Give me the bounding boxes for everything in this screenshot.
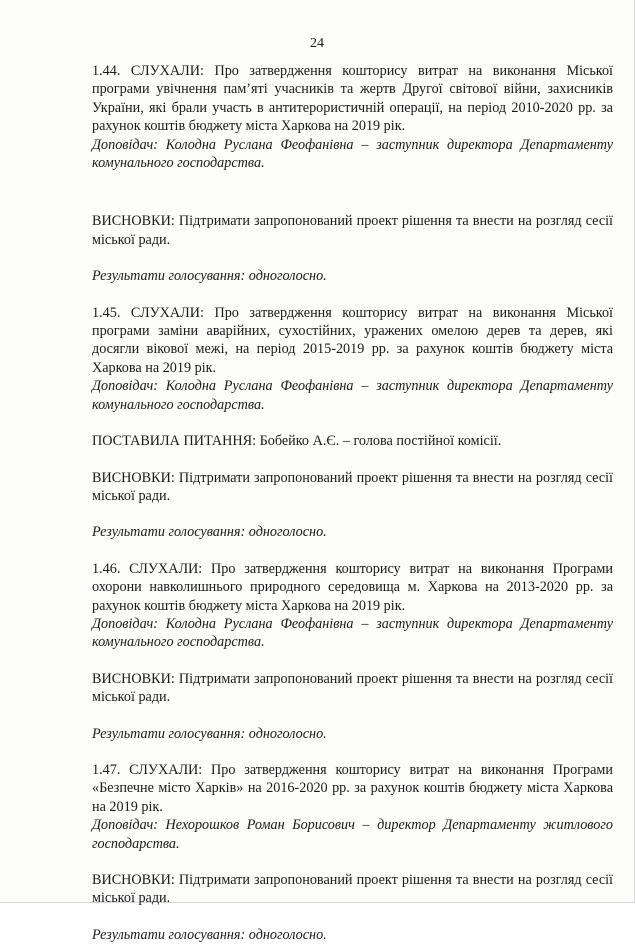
agenda-item-1-45 bbox=[92, 304, 613, 542]
voting-result: Результати голосування: одноголосно. bbox=[92, 926, 327, 943]
agenda-item-1-47 bbox=[92, 761, 613, 944]
heard-paragraph: 1.45. СЛУХАЛИ: Про затвердження кошторису витрат на виконання Міської програми заміни аварійних, сухостійних, уражених омелою дерев та дерев, які досягли вікової межі, на період 2015-2019 рр. за рахунок коштів бюджету міста Харкова на 2019 рік. bbox=[92, 304, 613, 376]
heard-paragraph: 1.46. СЛУХАЛИ: Про затвердження кошторису витрат на виконання Програми охорони навколишнього природного середовища м. Харкова на 2013-2020 рр. за рахунок коштів бюджету міста Харкова на 2019 рік. bbox=[92, 560, 613, 614]
speaker-line: Доповідач: Колодна Руслана Феофанівна – заступник директора Департаменту комунального господарства. bbox=[92, 615, 613, 651]
speaker-line: Доповідач: Колодна Руслана Феофанівна – заступник директора Департаменту комунального господарства. bbox=[92, 136, 613, 172]
voting-result: Результати голосування: одноголосно. bbox=[92, 725, 327, 742]
agenda-item-1-44 bbox=[92, 62, 613, 286]
heard-paragraph: 1.44. СЛУХАЛИ: Про затвердження кошторису витрат на виконання Міської програми увічнення пам’яті учасників та жертв Другої світової війни, захисників України, які брали участь в антитерористичній операції, на період 2010-2020 рр. за рахунок коштів бюджету міста Харкова на 2019 рік. bbox=[92, 63, 613, 135]
heard-paragraph: 1.47. СЛУХАЛИ: Про затвердження кошторису витрат на виконання Програми «Безпечне місто Харків» на 2016-2020 рр. за рахунок коштів бюджету міста Харкова на 2019 рік. bbox=[92, 761, 613, 815]
conclusion-paragraph: ВИСНОВКИ: Підтримати запропонований проект рішення та внести на розгляд сесії міської ради. bbox=[92, 670, 613, 706]
conclusion-paragraph: ВИСНОВКИ: Підтримати запропонований проект рішення та внести на розгляд сесії міської ради. bbox=[92, 213, 613, 248]
conclusion-paragraph: ВИСНОВКИ: Підтримати запропонований проект рішення та внести на розгляд сесії міської ради. bbox=[92, 872, 613, 907]
voting-result: Результати голосування: одноголосно. bbox=[92, 524, 327, 541]
voting-result: Результати голосування: одноголосно. bbox=[92, 268, 327, 285]
page-number: 24 bbox=[310, 36, 324, 51]
conclusion-paragraph: ВИСНОВКИ: Підтримати запропонований проект рішення та внести на розгляд сесії міської ради. bbox=[92, 469, 613, 504]
question-raised: ПОСТАВИЛА ПИТАННЯ: Бобейко А.Є. – голова постійної комісії. bbox=[92, 433, 502, 450]
agenda-item-1-46 bbox=[92, 560, 613, 743]
speaker-line: Доповідач: Колодна Руслана Феофанівна – заступник директора Департаменту комунального господарства. bbox=[92, 378, 613, 413]
minutes-content bbox=[92, 62, 613, 944]
speaker-line: Доповідач: Нехорошков Роман Борисович – директор Департаменту житлового господарства. bbox=[92, 817, 613, 852]
